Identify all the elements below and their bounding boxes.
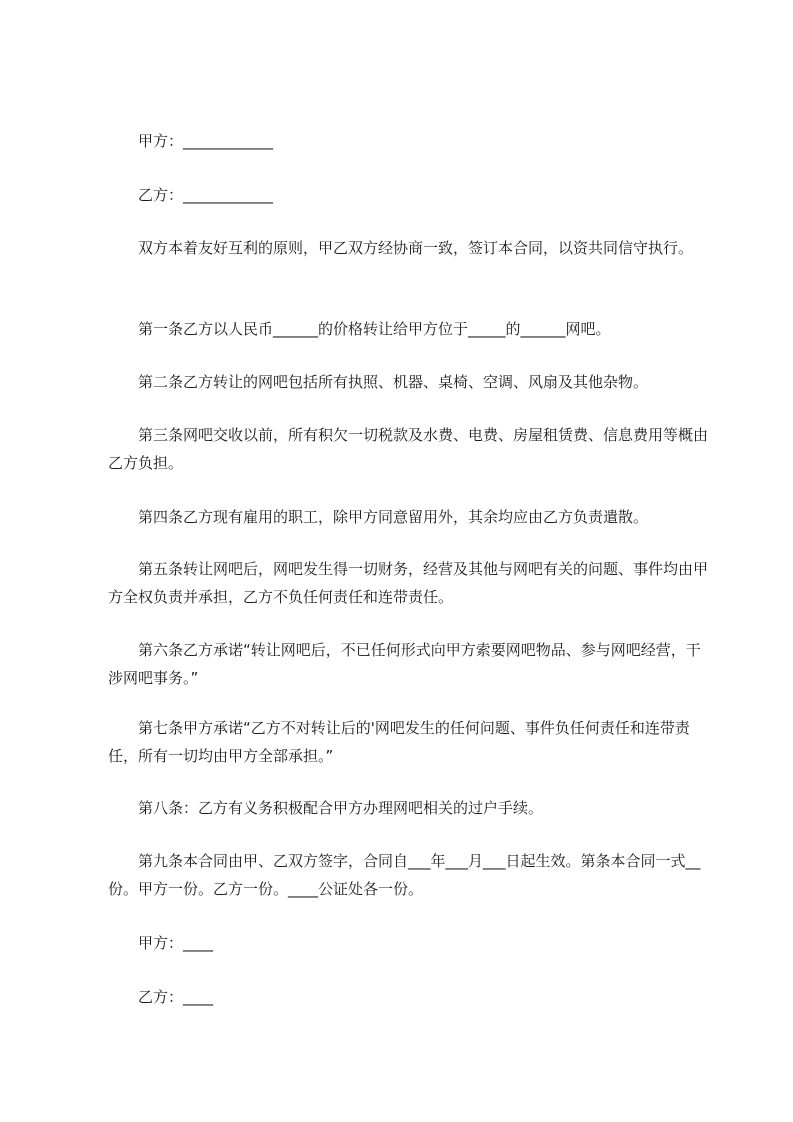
clause-4: 第四条乙方现有雇用的职工，除甲方同意留用外，其余均应由乙方负责遣散。	[138, 508, 649, 526]
clause-2: 第二条乙方转让的网吧包括所有执照、机器、桌椅、空调、风扇及其他杂物。	[138, 373, 649, 391]
clause-7: 第七条甲方承诺“乙方不对转让后的'网吧发生的任何问题、事件负任何责任和连带责任，所有一切均由甲方全部承担。”	[108, 719, 690, 765]
clause-9: 第九条本合同由甲、乙双方签字，合同自___年___月___日起生效。第条本合同一式__份。甲方一份。乙方一份。____公证处各一份。	[108, 852, 701, 898]
clause-5: 第五条转让网吧后，网吧发生得一切财务，经营及其他与网吧有关的问题、事件均由甲方全权负责并承担，乙方不负任何责任和连带责任。	[108, 560, 709, 606]
clause-6: 第六条乙方承诺“转让网吧后，不已任何形式向甲方索要网吧物品、参与网吧经营，干涉网吧事务。”	[108, 641, 701, 687]
footer-party-b: 乙方：____	[138, 988, 214, 1006]
clause-8: 第八条：乙方有义务积极配合甲方办理网吧相关的过户手续。	[138, 799, 544, 817]
intro-paragraph: 双方本着友好互利的原则，甲乙双方经协商一致，签订本合同，以资共同信守执行。	[138, 239, 694, 257]
clause-1: 第一条乙方以人民币______的价格转让给甲方位于_____的______网吧。	[138, 320, 611, 338]
clause-3: 第三条网吧交收以前，所有积欠一切税款及水费、电费、房屋租赁费、信息费用等概由乙方负担。	[108, 426, 709, 472]
footer-party-a: 甲方：____	[138, 934, 214, 952]
header-party-a: 甲方：____________	[138, 132, 274, 150]
header-party-b: 乙方：____________	[138, 186, 274, 204]
